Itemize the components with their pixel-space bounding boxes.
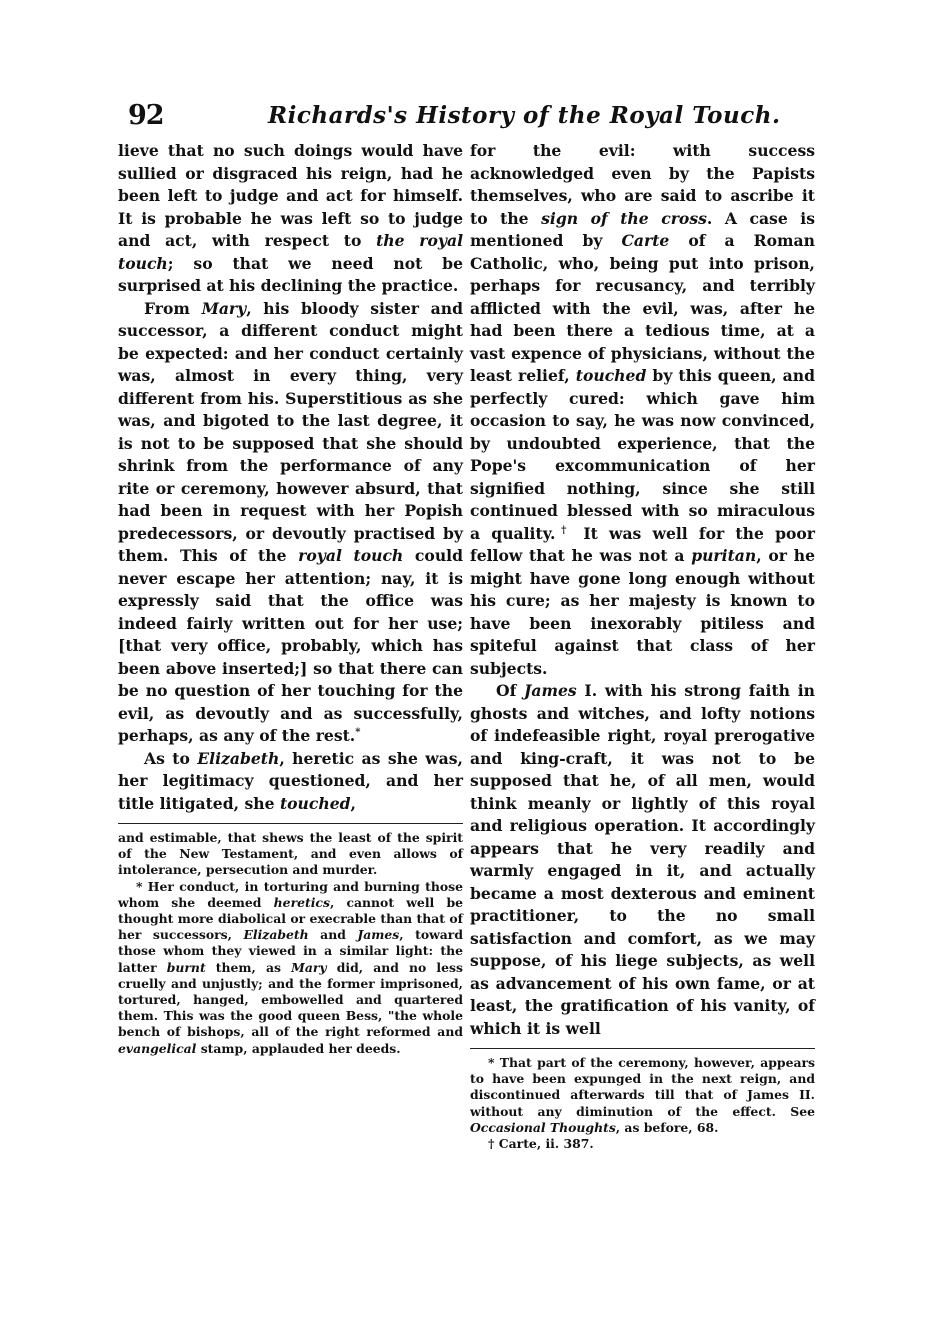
right-paragraph-elizabeth-cont: for the evil: with success acknowledged even by the Papists themselves, who are said to ascribe it to the sign of the cross. A case is mentioned by Carte of a Roman Catholic, who, being put into prison, perhaps for recusancy, and terribly afflicted with the evil, was, after he had been there a tedious time, at a vast expence of physicians, without the least relief, touched by this queen, and perfectly cured: which gave him occasion to say, he was now convinced, by undoubted experience, that the Pope's excommunication of her signified nothing, since she still continued blessed with so miraculous a quality.† It was well for the poor fellow that he was not a puritan, or he might have gone long enough without his cure; as her majesty is known to have been inexorably pitiless and spiteful against that class of her subjects. [470,141,815,678]
footnote-star-ceremony: * That part of the ceremony, however, appears to have been expunged in the next reign, and discontinued afterwards till that of James II. without any diminution of the effect. See Occasional Thoughts, as before, 68. [470,1055,815,1135]
left-footnotes [118,830,463,1057]
left-paragraph-mary: From Mary, his bloody sister and successor, a different conduct might be expected: and her conduct certainly was, almost in every thing, very different from his. Superstitious as she was, and bigoted to the last degree, it is not to be supposed that she should shrink from the performance of any rite or ceremony, however absurd, that had been in request with her Popish predecessors, or devoutly practised by them. This of the royal touch could never escape her attention; nay, it is expressly said that the office was indeed fairly written out for her use; [that very office, probably, which has been above inserted;] so that there can be no question of her touching for the evil, as devoutly and as successfully, perhaps, as any of the rest.* [118,298,464,745]
running-head [128,100,828,136]
left-column [118,140,463,1057]
right-paragraph-james: Of James I. with his strong faith in ghosts and witches, and lofty notions of indefeasible right, royal prerogative and king-craft, it was not to be supposed that he, of all men, would think meanly or lightly of this royal and religious operation. It accordingly appears that he very readily and warmly engaged in it, and actually became a most dexterous and eminent practitioner, to the no small satisfaction and comfort, as we may suppose, of his liege subjects, as well as advancement of his own fame, or at least, the gratification of his vanity, of which it is well [470,681,815,1038]
page-number: 92 [128,100,164,131]
footnote-dagger-carte: † Carte, ii. 387. [488,1136,594,1152]
footnote-reference-dagger: † [555,524,573,536]
footnote-rule [470,1048,815,1049]
right-footnotes [470,1055,815,1152]
footnote-rule [118,823,463,824]
right-column [470,140,815,1152]
running-title: Richards's History of the Royal Touch. [268,102,781,129]
footnote-continuation: and estimable, that shews the least of the spirit of the New Testament, and even allows of intolerance, persecution and murder. [118,830,463,878]
footnote-star-mary: * Her conduct, in torturing and burning those whom she deemed heretics, cannot well be thought more diabolical or execrable than that of her successors, Elizabeth and James, toward those whom they viewed in a similar light: the latter burnt them, as Mary did, and no less cruelly and unjustly; and the former imprisoned, tortured, hanged, embowelled and quartered them. This was the good queen Bess, "the whole bench of bishops, all of the right reformed and evangelical stamp, applauded her deeds. [118,878,463,1056]
footnote-reference-star: * [355,726,361,738]
left-paragraph-elizabeth: As to Elizabeth, heretic as she was, her legitimacy questioned, and her title litigated, she touched, [118,748,463,813]
left-paragraph-continuation: lieve that no such doings would have sullied or disgraced his reign, had he been left to judge and act for himself. It is probable he was left so to judge and act, with respect to the royal touch; so that we need not be surprised at his declining the practice. [118,141,463,295]
